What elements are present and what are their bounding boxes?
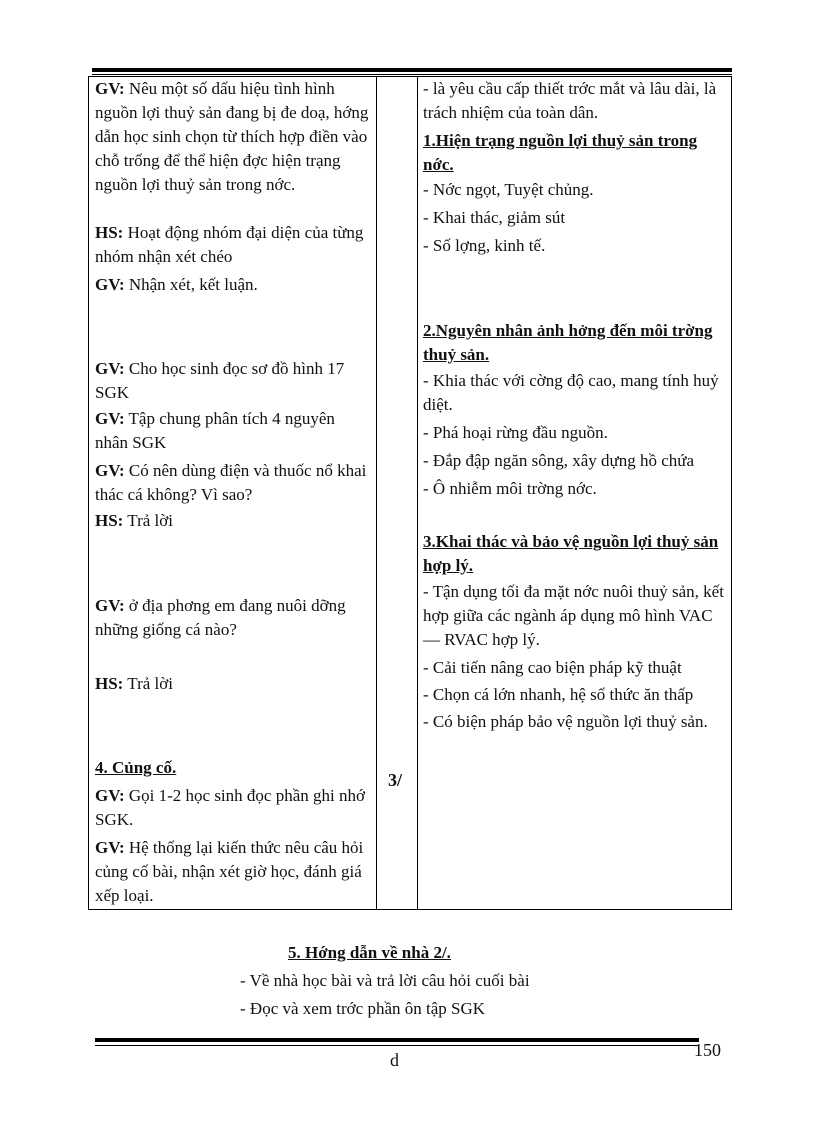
list-item: - Khai thác, giảm sút <box>423 208 566 227</box>
list-item: - Tận dụng tối đa mặt nớc nuôi thuỷ sản, kết hợp giữa các ngành áp dụng mô hình VAC — RVAC hợp lý. <box>423 582 724 649</box>
list-item: - Phá hoại rừng đầu nguồn. <box>423 423 608 442</box>
time-allocation: 3/ <box>388 770 403 790</box>
list-item: - Ô nhiễm môi trờng nớc. <box>423 479 597 498</box>
activity-block: GV: Nêu một số dấu hiệu tình hình nguồn lợi thuỷ sản đang bị đe doạ, hớng dẫn học sinh chọn từ thích hợp điền vào chỗ trống để thể hiện đợc hiện trạng nguồn lợi thuỷ sản trong nớc. <box>95 79 369 194</box>
homework-heading: 5. Hớng dẫn về nhà 2/. <box>288 943 451 962</box>
activity-block: GV: Hệ thống lại kiến thức nêu câu hỏi củng cố bài, nhận xét giờ học, đánh giá xếp loại. <box>95 838 364 905</box>
list-item: - Số lợng, kinh tế. <box>423 236 546 255</box>
activity-block: HS: Trả lời <box>95 674 173 693</box>
activity-block: GV: Có nên dùng điện và thuốc nổ khai thác cá không? Vì sao? <box>95 461 367 504</box>
activity-block: HS: Hoạt động nhóm đại diện của từng nhóm nhận xét chéo <box>95 223 364 266</box>
lesson-table <box>88 76 732 910</box>
section-heading-1: 1.Hiện trạng nguồn lợi thuỷ sản trong nớc. <box>423 131 698 174</box>
list-item: - Khia thác với cờng độ cao, mang tính huỷ diệt. <box>423 371 719 414</box>
footer-letter: d <box>390 1050 399 1070</box>
top-rule-thick <box>92 68 732 72</box>
list-item: - Cải tiến nâng cao biện pháp kỹ thuật <box>423 658 682 677</box>
list-item: - Có biện pháp bảo vệ nguồn lợi thuỷ sản. <box>423 712 708 731</box>
column-divider-2 <box>417 77 418 909</box>
activity-block: GV: Tập chung phân tích 4 nguyên nhân SGK <box>95 409 335 452</box>
page-number: 150 <box>694 1040 721 1060</box>
activity-block: GV: Cho học sinh đọc sơ đồ hình 17 SGK <box>95 359 345 402</box>
activity-block: GV: Nhận xét, kết luận. <box>95 275 258 294</box>
footer-rule-thick <box>95 1038 699 1042</box>
list-item: - Nớc ngọt, Tuyệt chủng. <box>423 180 594 199</box>
column-divider-1 <box>376 77 377 909</box>
section-heading-2: 2.Nguyên nhân ảnh hởng đến môi trờng thuỷ sản. <box>423 321 713 364</box>
top-rule-thin <box>92 74 732 75</box>
section-heading-3: 3.Khai thác và bảo vệ nguồn lợi thuỷ sản hợp lý. <box>423 532 719 575</box>
activity-block: HS: Trả lời <box>95 511 173 530</box>
section-heading-consolidation: 4. Củng cố. <box>95 758 177 777</box>
activity-block: GV: Gọi 1-2 học sinh đọc phần ghi nhớ SGK. <box>95 786 365 829</box>
list-item: - Đắp đập ngăn sông, xây dựng hồ chứa <box>423 451 695 470</box>
activity-block: GV: ở địa phơng em đang nuôi dỡng những giống cá nào? <box>95 596 346 639</box>
homework-item: - Đọc và xem trớc phần ôn tập SGK <box>240 999 486 1018</box>
list-item: - Chọn cá lớn nhanh, hệ số thức ăn thấp <box>423 685 694 704</box>
footer-rule-thin <box>95 1045 699 1046</box>
homework-item: - Về nhà học bài và trả lời câu hỏi cuối bài <box>240 971 530 990</box>
intro-text: - là yêu cầu cấp thiết trớc mắt và lâu dài, là trách nhiệm của toàn dân. <box>423 79 717 122</box>
